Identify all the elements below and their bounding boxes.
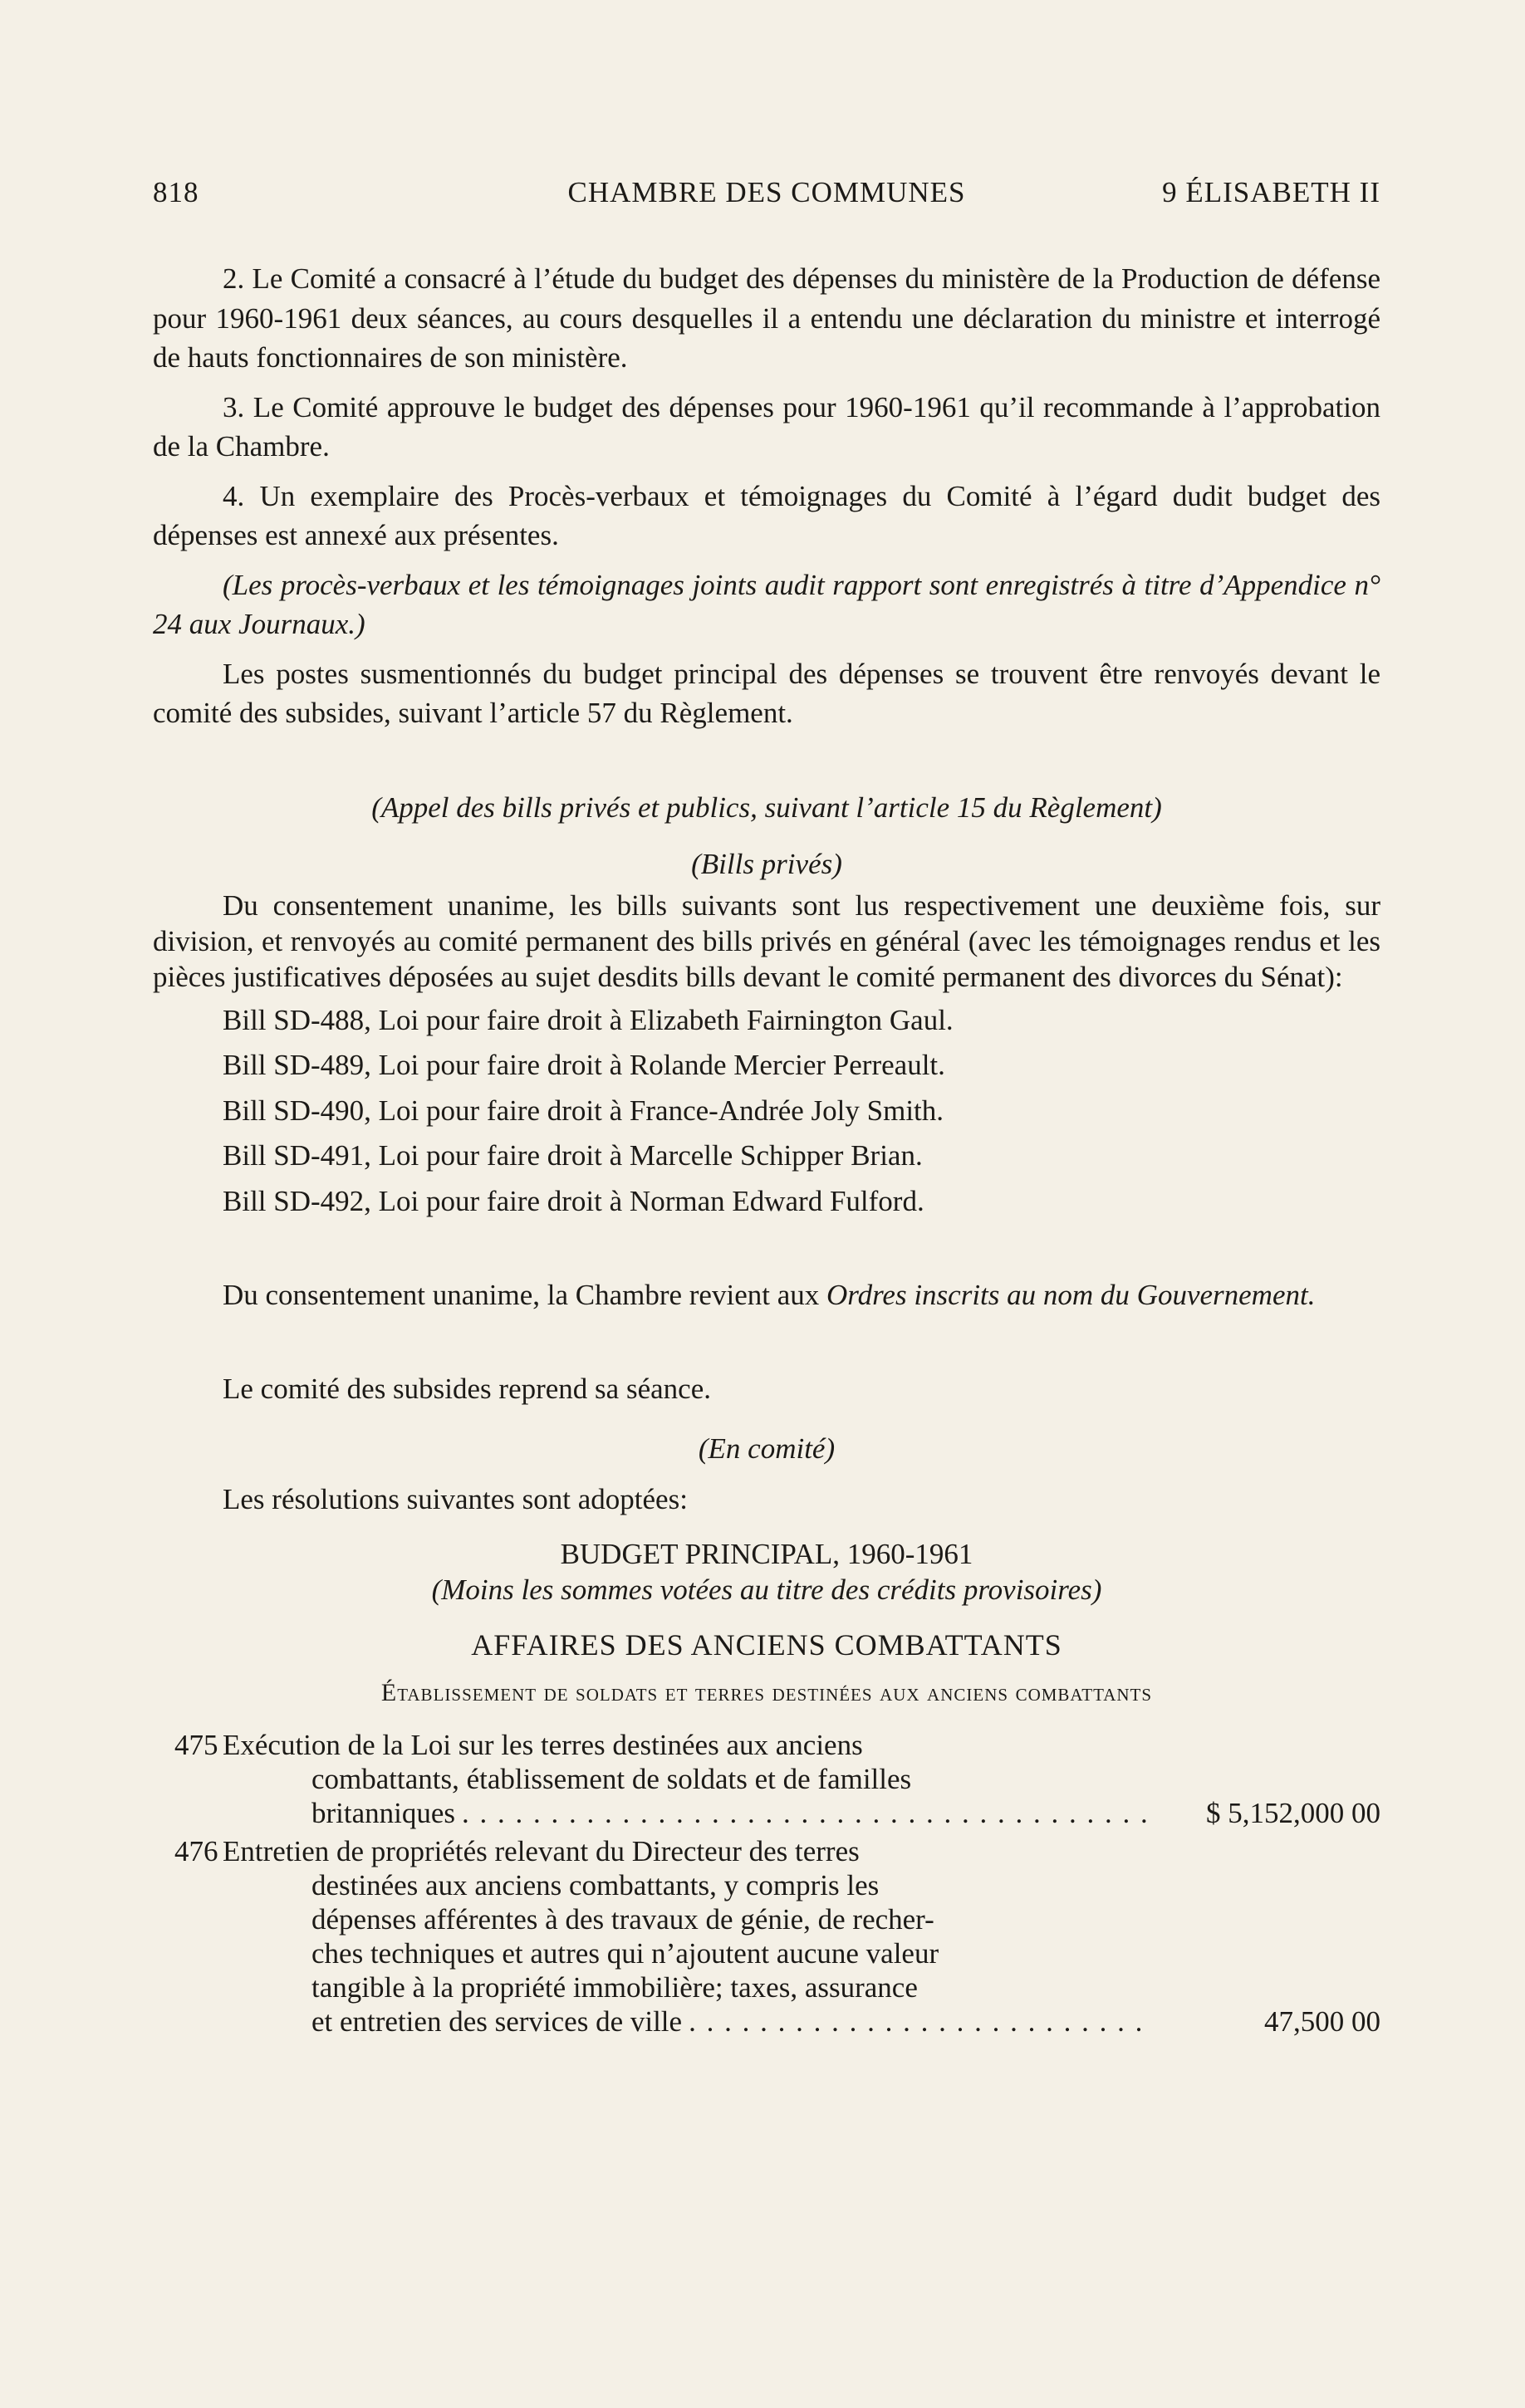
department-heading: AFFAIRES DES ANCIENS COMBATTANTS — [471, 1627, 1062, 1662]
vote-line: ches techniques et autres qui n’ajoutent aucune valeur — [311, 1936, 939, 1970]
journal-title: CHAMBRE DES COMMUNES — [567, 176, 966, 208]
page-body — [153, 259, 1380, 2038]
bill-item: Bill SD-488, Loi pour faire droit à Elizabeth Fairnington Gaul. — [223, 1003, 954, 1036]
appendix-note: (Les procès-verbaux et les témoignages joints audit rapport sont enregistrés à titre d’Appendice n° 24 aux Journaux.) — [153, 568, 1380, 640]
reign-year: 9 ÉLISABETH II — [1162, 176, 1380, 208]
vote-line: tangible à la propriété immobilière; taxes, assurance — [311, 1970, 918, 2004]
private-bills-intro: Du consentement unanime, les bills suivants sont lus respectivement une deuxième fois, sur division, et renvoyés au comité permanent des bills privés en général (avec les témoignages rendus et les pièces justificatives déposées au sujet desdits bills devant le comité permanent des divorces du Sénat): — [153, 888, 1380, 993]
vote-amount: $ 5,152,000 00 — [1206, 1796, 1380, 1829]
estimates-subtitle: (Moins les sommes votées au titre des crédits provisoires) — [431, 1573, 1102, 1606]
vote-line: Entretien de propriétés relevant du Directeur des terres — [223, 1834, 860, 1867]
bill-item: Bill SD-490, Loi pour faire droit à France-Andrée Joly Smith. — [223, 1094, 944, 1127]
private-bills-subheading: (Bills privés) — [691, 848, 842, 880]
vote-line: britanniques — [311, 1796, 456, 1829]
paragraph-3: 3. Le Comité approuve le budget des dépenses pour 1960-1961 qu’il recommande à l’approbation de la Chambre. — [153, 390, 1380, 463]
committee-resumes: Le comité des subsides reprend sa séance. — [223, 1373, 711, 1405]
government-orders-paragraph — [153, 1277, 1380, 1313]
page-number: 818 — [153, 176, 199, 208]
bills-call-heading: (Appel des bills privés et publics, suivant l’article 15 du Règlement) — [371, 790, 1162, 824]
in-committee-heading: (En comité) — [698, 1432, 836, 1465]
vote-item-476 — [153, 1834, 1380, 2038]
vote-line: Exécution de la Loi sur les terres destinées aux anciens — [223, 1728, 863, 1761]
vote-number: 475 — [174, 1728, 218, 1761]
vote-amount: 47,500 00 — [1264, 2004, 1380, 2038]
government-orders-text: Du consentement unanime, la Chambre revient aux — [223, 1279, 826, 1311]
bill-item: Bill SD-491, Loi pour faire droit à Marcelle Schipper Brian. — [223, 1139, 923, 1172]
dot-leader — [462, 1796, 1152, 1830]
paragraph-2: 2. Le Comité a consacré à l’étude du budget des dépenses du ministère de la Production de défense pour 1960-1961 deux séances, au cours desquelles il a entendu une déclaration du ministre et interrogé de hauts fonctionnaires de son ministère. — [153, 262, 1380, 374]
bill-item: Bill SD-492, Loi pour faire droit à Norman Edward Fulford. — [223, 1184, 924, 1217]
vote-item-475 — [153, 1728, 1380, 1830]
paragraph-4: 4. Un exemplaire des Procès-verbaux et témoignages du Comité à l’égard dudit budget des dépenses est annexé aux présentes. — [153, 479, 1380, 551]
branch-heading: Établissement de soldats et terres destinées aux anciens combattants — [380, 1679, 1153, 1706]
bills-list — [153, 1001, 1380, 1221]
estimates-title: BUDGET PRINCIPAL, 1960-1961 — [560, 1537, 973, 1570]
vote-line: combattants, établissement de soldats et de familles — [311, 1762, 912, 1795]
bill-item: Bill SD-489, Loi pour faire droit à Rolande Mercier Perreault. — [223, 1049, 945, 1081]
vote-line: et entretien des services de ville — [311, 2004, 683, 2038]
vote-line: dépenses afférentes à des travaux de génie, de recher- — [311, 1902, 934, 1936]
vote-line: destinées aux anciens combattants, y compris les — [311, 1868, 880, 1901]
vote-last-line — [311, 1796, 1152, 1830]
vote-last-line — [311, 2004, 1152, 2038]
vote-number: 476 — [174, 1834, 218, 1867]
referral-paragraph: Les postes susmentionnés du budget principal des dépenses se trouvent être renvoyés devant le comité des subsides, suivant l’article 57 du Règlement. — [153, 657, 1380, 729]
dot-leader — [689, 2004, 1152, 2038]
resolutions-adopted: Les résolutions suivantes sont adoptées: — [223, 1483, 688, 1515]
government-orders-italic: Ordres inscrits au nom du Gouvernement. — [826, 1279, 1316, 1311]
